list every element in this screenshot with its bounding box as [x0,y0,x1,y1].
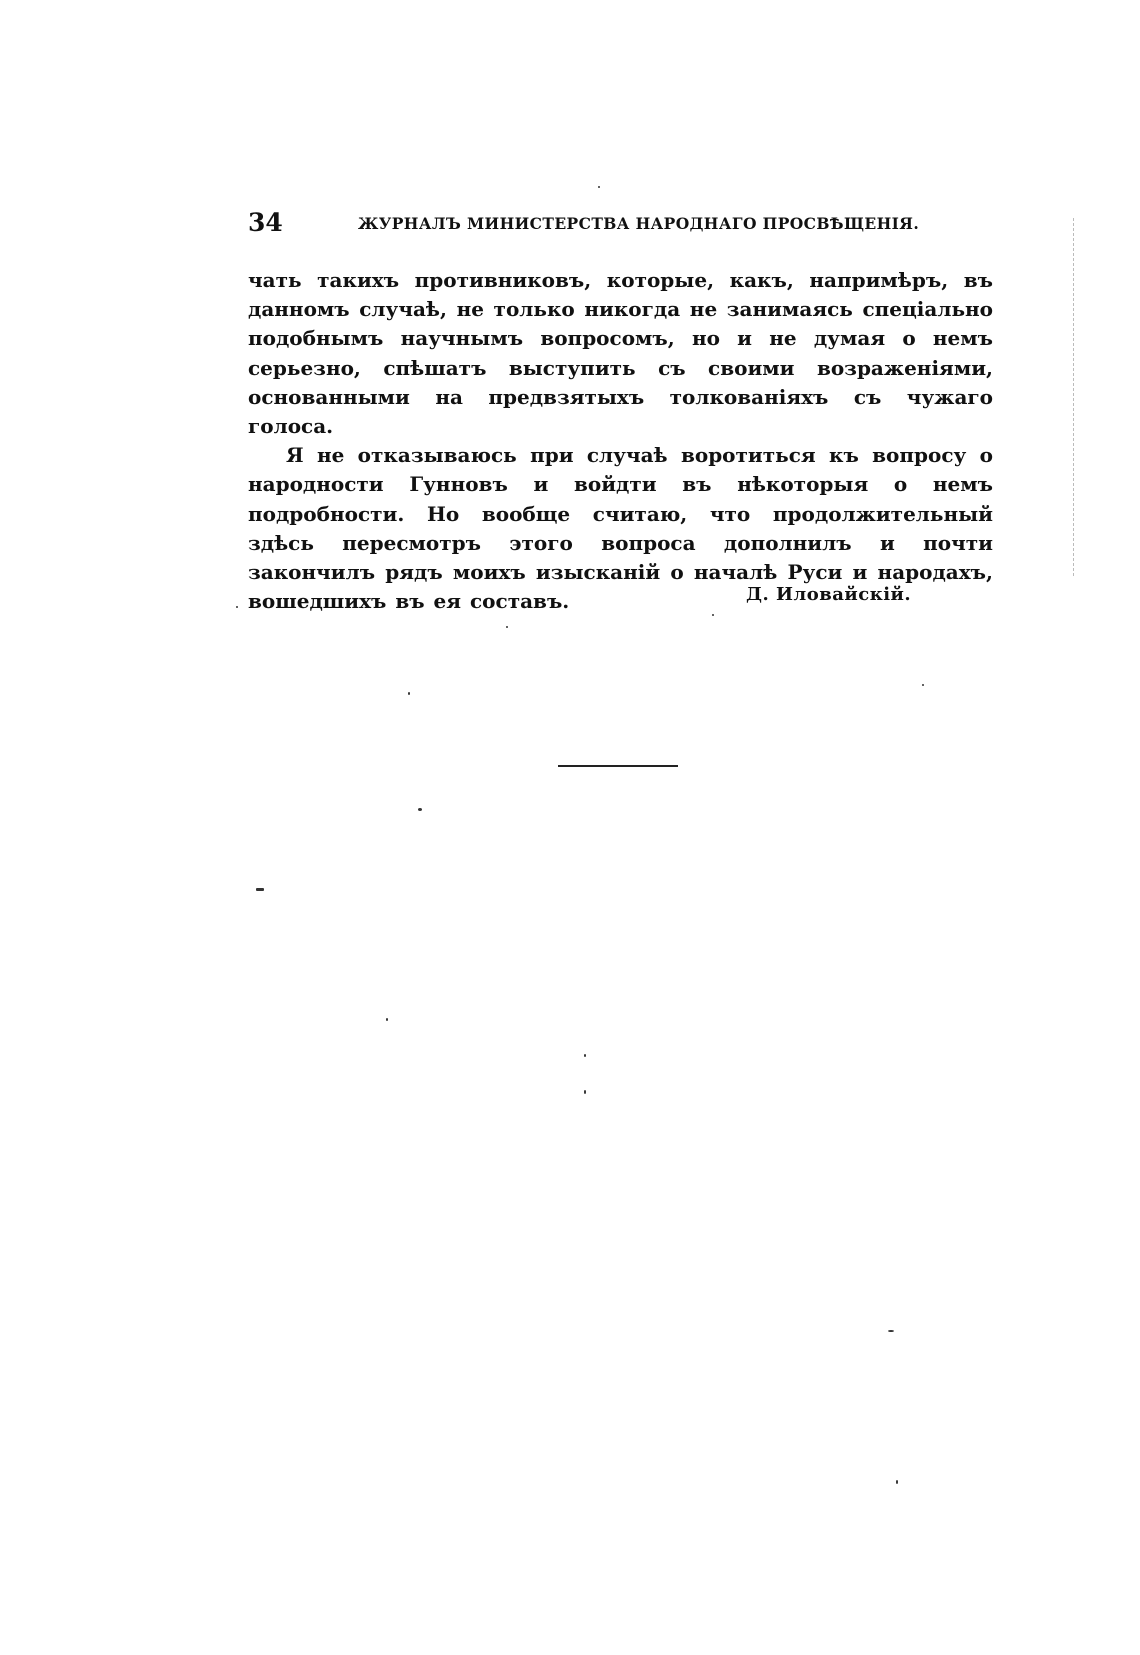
body-text [248,266,993,616]
page-number: 34 [248,208,283,237]
scan-speck [922,684,924,686]
scan-margin-line [1073,218,1074,576]
scan-speck [506,626,508,628]
scan-speck [584,1054,586,1057]
scan-speck [408,692,410,695]
paragraph-continued: чать такихъ противниковъ, которые, какъ, напримѣръ, въ данномъ случаѣ, не только никогда не занимаясь спеціально подобнымъ научнымъ вопросомъ, но и не думая о немъ серьезно, спѣшатъ выступить съ своими возраженіями, основанными на предвзятыхъ толкованіяхъ съ чужаго голоса. [248,268,993,439]
end-rule-divider [558,765,678,767]
scan-speck [712,614,714,616]
paragraph-closing: Я не отказываюсь при случаѣ воротиться къ вопросу о народности Гунновъ и войдти въ нѣкоторыя о немъ подробности. Но вообще считаю, что продолжительный здѣсь пересмотръ этого вопроса дополнилъ и почти закончилъ рядъ моихъ изысканій о началѣ Руси и народахъ, вошедшихъ въ ея составъ. [248,443,993,614]
scan-speck [418,808,422,811]
scan-speck [598,186,600,188]
scan-speck [386,1018,388,1021]
scan-speck [256,888,264,891]
scan-speck [888,1330,894,1332]
scan-speck [896,1480,898,1484]
scan-speck [236,606,238,608]
running-title: ЖУРНАЛЪ МИНИСТЕРСТВА НАРОДНАГО ПРОСВѢЩЕНІЯ. [358,214,920,233]
scan-speck [584,1090,586,1094]
author-signature: Д. Иловайскій. [746,584,912,605]
